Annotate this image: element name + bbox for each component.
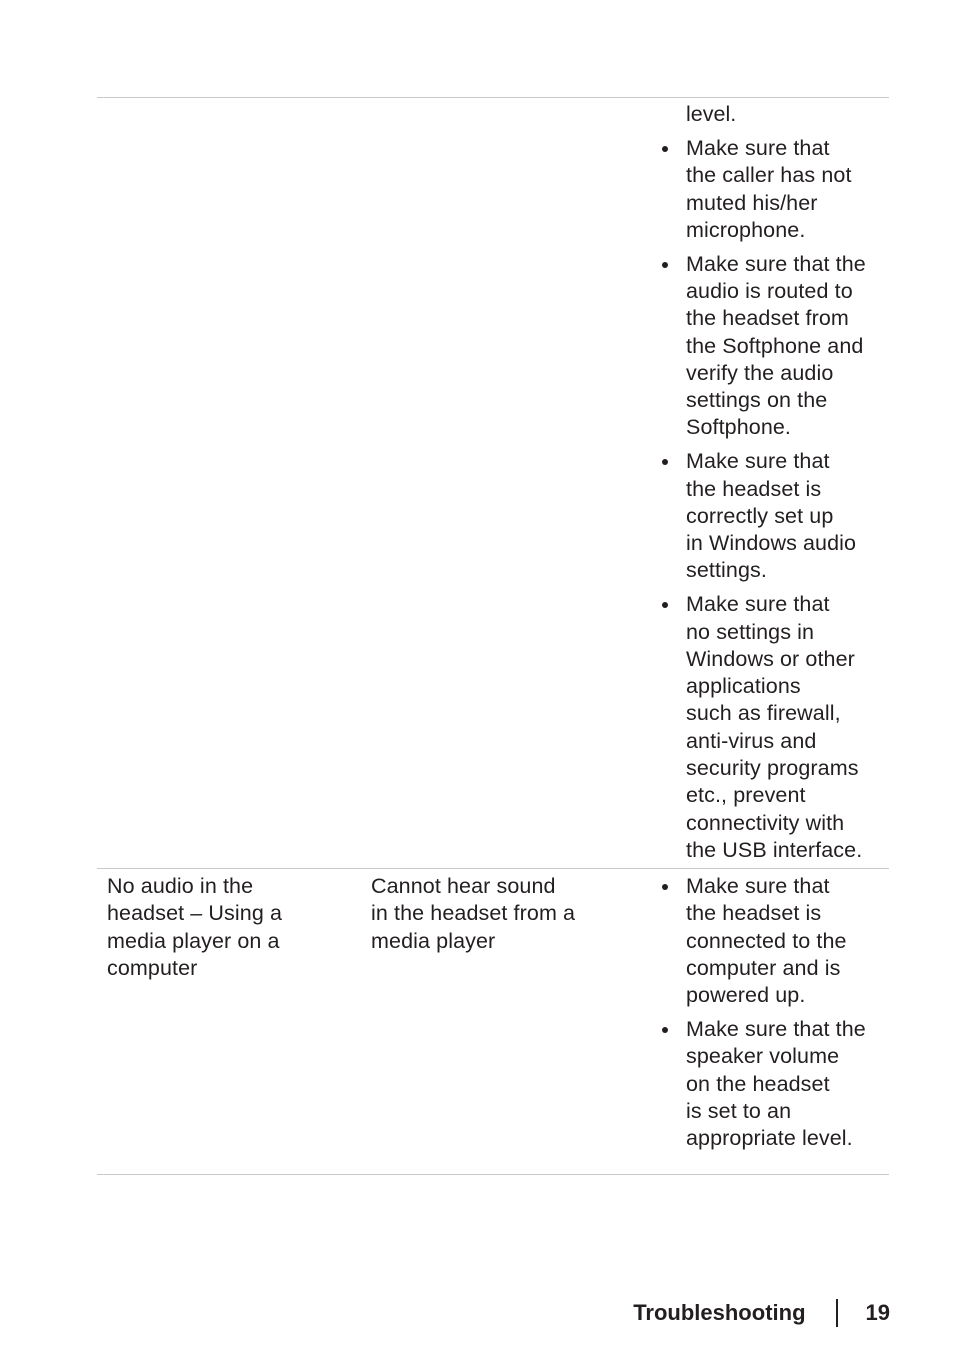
bullet-icon bbox=[662, 884, 668, 890]
continued-solution-list bbox=[662, 135, 890, 864]
solution-text: Make sure that no settings in Windows or other applications such as firewall, anti-virus and security programs etc., prevent connectivity with the USB interface. bbox=[686, 592, 863, 862]
solution-item bbox=[662, 448, 890, 584]
solution-text: Make sure that the speaker volume on the headset is set to an appropriate level. bbox=[686, 1016, 866, 1151]
table-top-rule bbox=[97, 97, 889, 98]
bullet-icon bbox=[662, 459, 668, 465]
page-number: 19 bbox=[865, 1300, 890, 1325]
problem-cell: No audio in the headset – Using a media player on a computer bbox=[107, 874, 283, 980]
continued-solution-text: level. bbox=[686, 102, 737, 126]
symptom-cell: Cannot hear sound in the headset from a media player bbox=[371, 874, 576, 953]
table-row-divider bbox=[97, 868, 889, 869]
solution-text: Make sure that the headset is correctly set up in Windows audio settings. bbox=[686, 449, 857, 583]
solution-item bbox=[662, 591, 890, 864]
solution-item bbox=[662, 1016, 890, 1152]
bullet-icon bbox=[662, 262, 668, 268]
continued-solution-cell bbox=[662, 135, 890, 871]
solution-cell bbox=[662, 873, 890, 1159]
page-footer bbox=[633, 1297, 890, 1329]
solution-text: Make sure that the headset is connected to the computer and is powered up. bbox=[686, 874, 847, 1008]
table-bottom-rule bbox=[97, 1174, 889, 1175]
bullet-icon bbox=[662, 1027, 668, 1033]
solution-item bbox=[662, 251, 890, 442]
solution-item bbox=[662, 135, 890, 244]
solution-list bbox=[662, 873, 890, 1152]
footer-section-title: Troubleshooting bbox=[633, 1300, 806, 1325]
solution-text: Make sure that the caller has not muted his/her microphone. bbox=[686, 136, 852, 242]
footer-separator bbox=[836, 1299, 838, 1327]
bullet-icon bbox=[662, 146, 668, 152]
solution-item bbox=[662, 873, 890, 1009]
bullet-icon bbox=[662, 602, 668, 608]
solution-text: Make sure that the audio is routed to the headset from the Softphone and verify the audio settings on the Softphone. bbox=[686, 251, 866, 440]
